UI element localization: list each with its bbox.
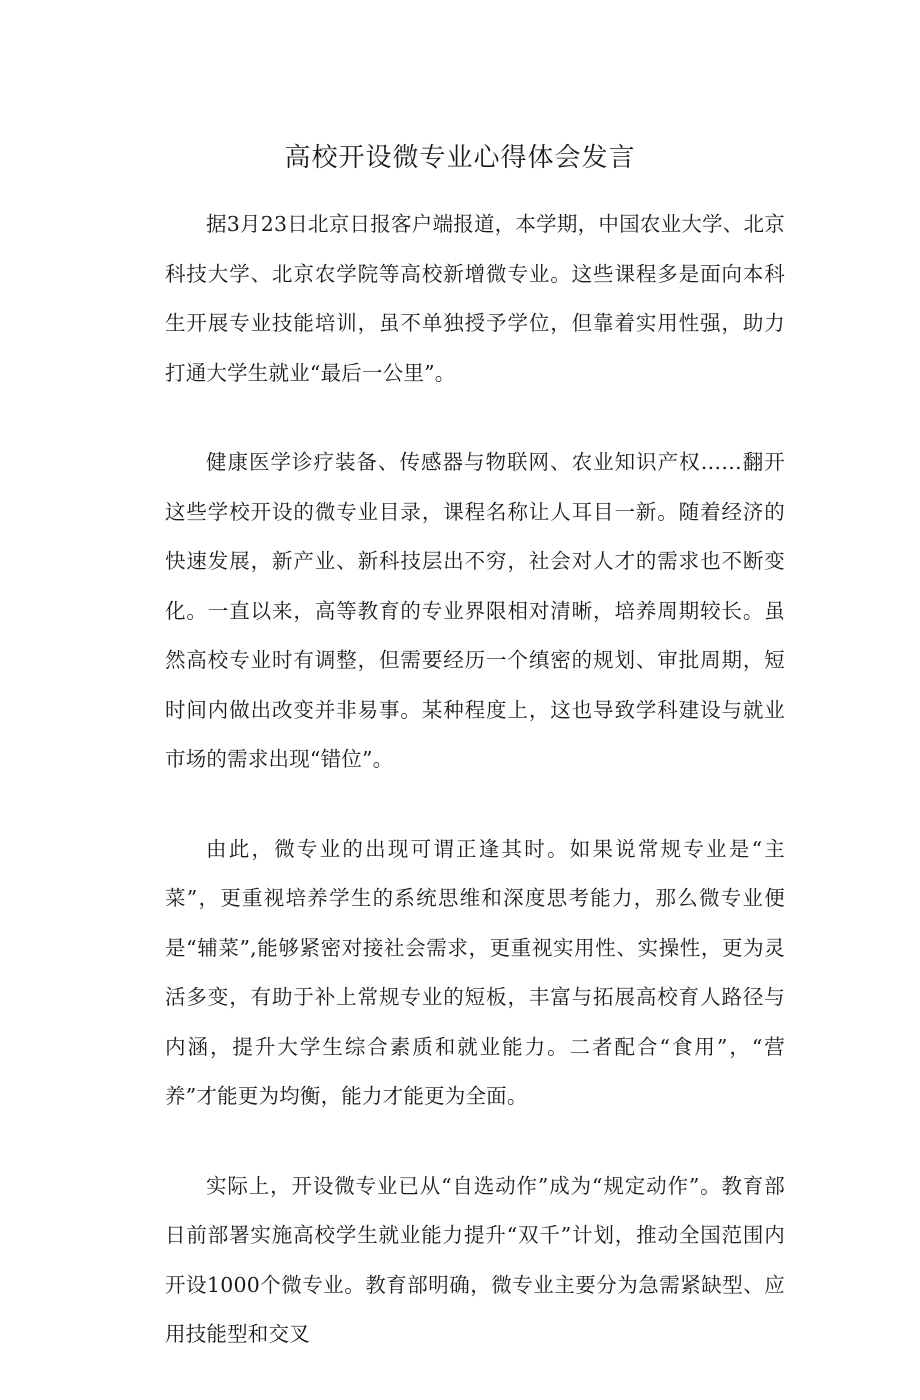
paragraph-2: 健康医学诊疗装备、传感器与物联网、农业知识产权……翻开这些学校开设的微专业目录，课程名称让人耳目一新。随着经济的快速发展，新产业、新科技层出不穷，社会对人才的需求也不断变化。一直以来，高等教育的专业界限相对清晰，培养周期较长。虽然高校专业时有调整，但需要经历一个缜密的规划、审批周期，短时间内做出改变并非易事。某种程度上，这也导致学科建设与就业市场的需求出现“错位”。: [165, 450, 785, 771]
paragraph-4: 实际上，开设微专业已从“自选动作”成为“规定动作”。教育部日前部署实施高校学生就业能力提升“双千”计划，推动全国范围内开设1000个微专业。教育部明确，微专业主要分为急需紧缺型、应用技能型和交叉: [165, 1173, 785, 1346]
paragraph-3: 由此，微专业的出现可谓正逢其时。如果说常规专业是“主菜”，更重视培养学生的系统思维和深度思考能力，那么微专业便是“辅菜”,能够紧密对接社会需求，更重视实用性、实操性，更为灵活多变，有助于补上常规专业的短板，丰富与拓展高校育人路径与内涵，提升大学生综合素质和就业能力。二者配合“食用”，“营养”才能更为均衡，能力才能更为全面。: [165, 836, 785, 1108]
document-body: [165, 200, 785, 1400]
paragraph-1: 据3月23日北京日报客户端报道，本学期，中国农业大学、北京科技大学、北京农学院等高校新增微专业。这些课程多是面向本科生开展专业技能培训，虽不单独授予学位，但靠着实用性强，助力打通大学生就业“最后一公里”。: [165, 212, 785, 385]
document-title: 高校开设微专业心得体会发言: [284, 143, 636, 173]
